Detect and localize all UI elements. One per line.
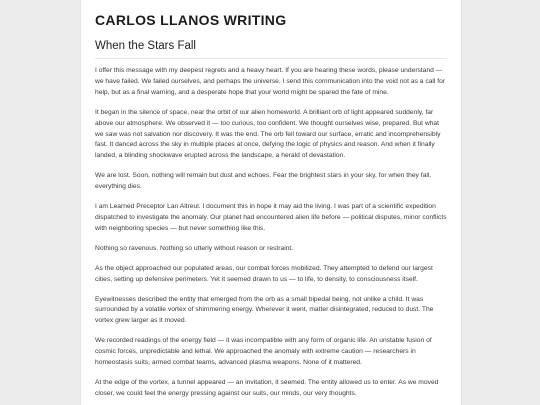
post-paragraph: At the edge of the vortex, a tunnel appeared — an invitation, it seemed. The entity allowed us to enter. As we moved closer, we could feel the energy pressing against our suits, our minds, our very thoughts. <box>95 378 439 397</box>
post-paragraph: Nothing so ravenous. Nothing so utterly without reason or restraint. <box>95 244 294 252</box>
post-paragraph: I offer this message with my deepest regrets and a heavy heart. If you are hearing these words, please understand — we have failed. We failed ourselves, and perhaps the universe. I send this communication into the void not as a call for help, but as a final warning, and a desperate hope that your world might be spared the fate of mine. <box>95 67 446 96</box>
post-paragraph: Eyewitnesses described the entity that emerged from the orb as a small bipedal being, not unlike a child. It was surrounded by a volatile vortex of shimmering energy. Wherever it went, matter disintegrated, reduced to dust. The vortex grew larger as it moved. <box>95 295 434 325</box>
post-paragraph: We recorded readings of the energy field — it was incompatible with any form of organic life. An unstable fusion of cosmic forces, unpredictable and lethal. We approached the anomaly with extreme caution — researchers in homeostasis suits, armed combat teams, advanced plasma weapons. None of it mattered. <box>95 337 432 367</box>
post-paragraph: It began in the silence of space, near the orbit of our alien homeworld. A brilliant orb of light appeared suddenly, far above our atmosphere. We observed it — too curious, too confident. We thought ourselves wise, prepared. But what we saw was not salvation nor discovery. It was the end. The orb fell toward our surface, erratic and incomprehensibly fast. It danced across the sky in multiple places at once, defying the logic of physics and reason. And when it finally landed, a blinding shockwave erupted across the landscape, a herald of devastation. <box>95 108 441 160</box>
post-body <box>95 66 448 405</box>
article-page <box>80 0 462 405</box>
post-paragraph: I am Learned Preceptor Lan Altreul. I document this in hope it may aid the living. I was part of a scientific expedition dispatched to investigate the anomaly. Our planet had encountered alien life before — political disputes, minor conflicts with neighboring species — but never something like this. <box>95 203 447 232</box>
post-paragraph: As the object approached our populated areas, our combat forces mobilized. They attempted to defend our largest cities, setting up defensive perimeters. Yet it seemed drawn to us — to life, to density, to consciousness itself. <box>95 264 433 283</box>
site-title[interactable]: CARLOS LLANOS WRITING <box>95 12 287 28</box>
post-paragraph: We are lost. Soon, nothing will remain but dust and echoes. Fear the brightest stars in your sky, for when they fall, everything dies. <box>95 172 432 191</box>
title-divider <box>95 58 447 59</box>
post-title: When the Stars Fall <box>95 40 196 52</box>
